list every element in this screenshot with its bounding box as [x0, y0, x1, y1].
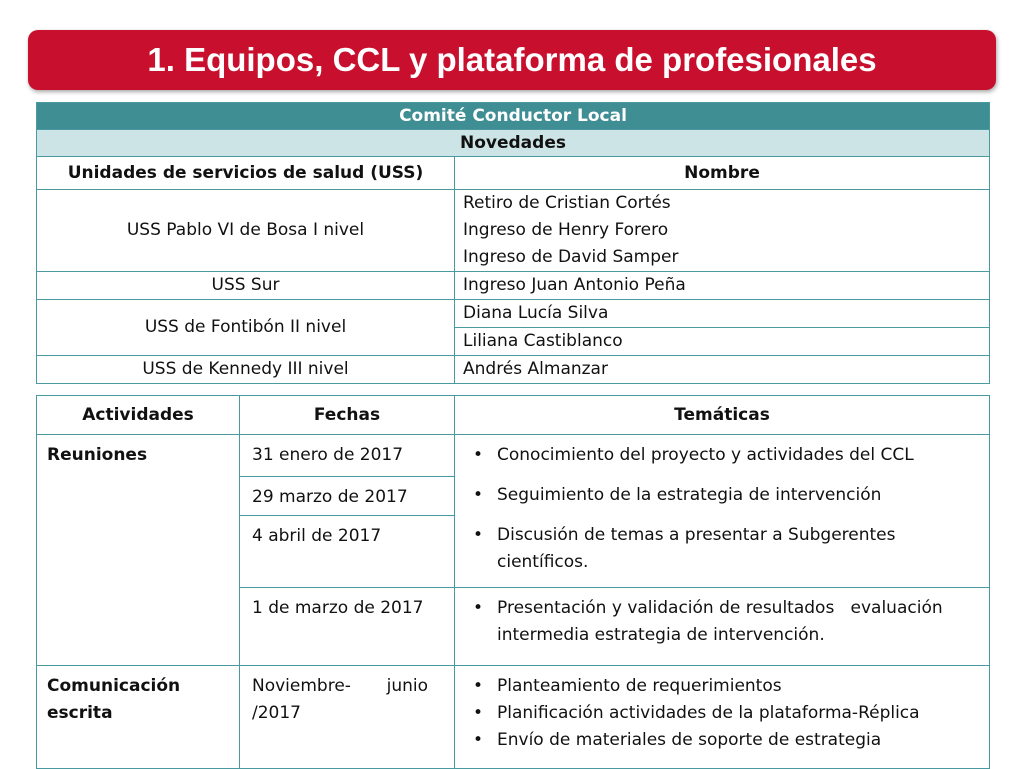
topic-item: • Presentación y validación de resultados evaluación intermedia estrategia de intervención.	[463, 595, 981, 649]
activity-label-line: Comunicación	[47, 676, 181, 696]
table-row	[37, 272, 990, 300]
ccl-subtitle: Novedades	[37, 130, 990, 157]
topic-item: • Envío de materiales de soporte de estrategia	[463, 727, 981, 754]
topic-item: • Planteamiento de requerimientos	[463, 673, 981, 700]
date-cell: 31 enero de 2017	[240, 435, 455, 477]
activity-comunicacion	[37, 666, 240, 769]
date-cell	[240, 666, 455, 769]
uss-cell: USS de Fontibón II nivel	[37, 300, 455, 356]
date-cell: 1 de marzo de 2017	[240, 588, 455, 666]
uss-cell: USS de Kennedy III nivel	[37, 356, 455, 384]
ccl-banner: Comité Conductor Local	[37, 103, 990, 130]
ccl-table	[36, 102, 990, 384]
activities-table	[36, 395, 990, 769]
activity-reuniones: Reuniones	[37, 435, 240, 666]
column-header-actividades: Actividades	[37, 396, 240, 435]
date-cell: 4 abril de 2017	[240, 516, 455, 588]
date-cell: 29 marzo de 2017	[240, 477, 455, 516]
names-cell	[455, 190, 990, 272]
topics-cell	[455, 666, 990, 769]
topic-item: • Planificación actividades de la plataforma-Réplica	[463, 700, 981, 727]
table-row	[37, 190, 990, 272]
uss-cell: USS Sur	[37, 272, 455, 300]
slide-title: 1. Equipos, CCL y plataforma de profesionales	[147, 41, 877, 78]
topic-item: • Discusión de temas a presentar a Subgerentes científicos.	[463, 522, 981, 576]
name-entry: Diana Lucía Silva	[455, 300, 990, 328]
name-entry: Ingreso de David Samper	[463, 247, 679, 267]
name-entry: Ingreso de Henry Forero	[463, 220, 669, 240]
topics-cell	[455, 435, 990, 588]
date-part: junio	[386, 676, 428, 696]
topic-item: • Conocimiento del proyecto y actividades del CCL	[463, 442, 981, 469]
table-row	[37, 435, 990, 477]
name-entry: Andrés Almanzar	[455, 356, 990, 384]
table-row	[37, 356, 990, 384]
column-header-fechas: Fechas	[240, 396, 455, 435]
table-row	[37, 300, 990, 328]
column-header-nombre: Nombre	[455, 157, 990, 190]
name-entry: Ingreso Juan Antonio Peña	[455, 272, 990, 300]
uss-cell: USS Pablo VI de Bosa I nivel	[37, 190, 455, 272]
title-banner	[28, 30, 996, 90]
topic-item: • Seguimiento de la estrategia de intervención	[463, 482, 981, 509]
name-entry: Retiro de Cristian Cortés	[463, 193, 671, 213]
date-part: /2017	[252, 703, 301, 723]
column-header-uss: Unidades de servicios de salud (USS)	[37, 157, 455, 190]
date-part: Noviembre-	[252, 676, 351, 696]
name-entry: Liliana Castiblanco	[455, 328, 990, 356]
activity-label-line: escrita	[47, 703, 113, 723]
column-header-tematicas: Temáticas	[455, 396, 990, 435]
topics-cell	[455, 588, 990, 666]
table-row	[37, 666, 990, 769]
